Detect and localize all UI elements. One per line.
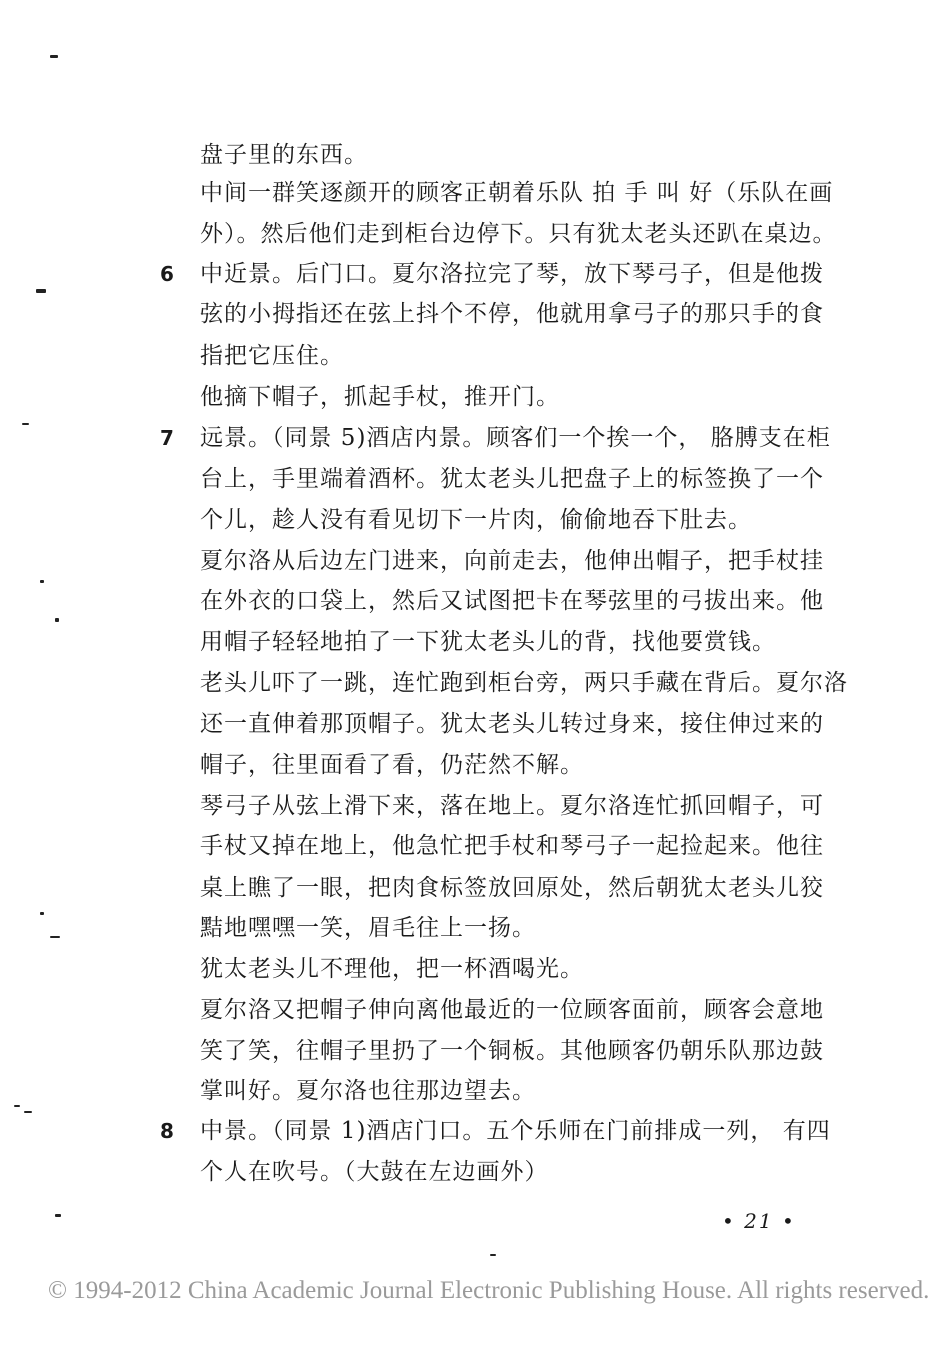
text-line: 笑了笑，往帽子里扔了一个铜板。其他顾客仍朝乐队那边鼓 bbox=[200, 1038, 824, 1064]
text-line: 外）。然后他们走到柜台边停下。只有犹太老头还趴在桌边。 bbox=[200, 221, 837, 247]
text-line: 手杖又掉在地上，他急忙把手杖和琴弓子一起捡起来。他往 bbox=[200, 833, 824, 859]
text-line: 夏尔洛又把帽子伸向离他最近的一位顾客面前，顾客会意地 bbox=[200, 997, 824, 1023]
text-line: 指把它压住。 bbox=[200, 343, 344, 369]
text-line: 掌叫好。夏尔洛也往那边望去。 bbox=[200, 1078, 536, 1104]
text-line: 他摘下帽子，抓起手杖，推开门。 bbox=[200, 384, 560, 410]
scan-speck bbox=[50, 936, 60, 938]
scan-speck bbox=[14, 1105, 20, 1107]
text-line: 台上，手里端着酒杯。犹太老头儿把盘子上的标签换了一个 bbox=[200, 466, 824, 492]
scan-speck bbox=[490, 1254, 496, 1256]
text-line: 犹太老头儿不理他，把一杯酒喝光。 bbox=[200, 956, 584, 982]
scan-speck bbox=[40, 912, 44, 915]
text-line: 个人在吹号。（大鼓在左边画外） bbox=[200, 1159, 549, 1185]
text-line: 夏尔洛从后边左门进来，向前走去，他伸出帽子，把手杖挂 bbox=[200, 548, 824, 574]
scan-speck bbox=[40, 580, 44, 583]
scan-speck bbox=[55, 1214, 61, 1217]
text-line: 琴弓子从弦上滑下来，落在地上。夏尔洛连忙抓回帽子，可 bbox=[200, 793, 824, 819]
text-line: 远景。（同景 5)酒店内景。顾客们一个挨一个， 胳膊支在柜 bbox=[200, 425, 831, 451]
page-number: • 21 • bbox=[722, 1209, 796, 1233]
scan-speck bbox=[55, 618, 59, 622]
text-line: 黠地嘿嘿一笑，眉毛往上一扬。 bbox=[200, 915, 536, 941]
text-line: 弦的小拇指还在弦上抖个不停，他就用拿弓子的那只手的食 bbox=[200, 301, 824, 327]
text-line: 帽子，往里面看了看，仍茫然不解。 bbox=[200, 752, 584, 778]
text-line: 老头儿吓了一跳，连忙跑到柜台旁，两只手藏在背后。夏尔洛 bbox=[200, 670, 848, 696]
text-line: 桌上瞧了一眼，把肉食标签放回原处，然后朝犹太老头儿狡 bbox=[200, 875, 824, 901]
copyright-footer: © 1994-2012 China Academic Journal Electronic Publishing House. All rights reserved. bbox=[48, 1277, 930, 1304]
scan-speck bbox=[22, 423, 29, 425]
text-line: 还一直伸着那顶帽子。犹太老头儿转过身来，接住伸过来的 bbox=[200, 711, 824, 737]
text-line: 中近景。后门口。夏尔洛拉完了琴，放下琴弓子，但是他拨 bbox=[200, 261, 824, 287]
scan-speck bbox=[24, 1111, 32, 1113]
text-line: 个儿，趁人没有看见切下一片肉，偷偷地吞下肚去。 bbox=[200, 507, 752, 533]
text-line: 中景。（同景 1)酒店门口。五个乐师在门前排成一列， 有四 bbox=[200, 1118, 831, 1144]
scan-speck bbox=[50, 55, 58, 58]
text-line: 在外衣的口袋上，然后又试图把卡在琴弦里的弓拔出来。他 bbox=[200, 588, 824, 614]
shot-number: 8 bbox=[160, 1119, 174, 1143]
shot-number: 6 bbox=[160, 262, 174, 286]
text-line: 盘子里的东西。 bbox=[200, 142, 368, 168]
text-line: 用帽子轻轻地拍了一下犹太老头儿的背，找他要赏钱。 bbox=[200, 629, 776, 655]
text-line: 中间一群笑逐颜开的顾客正朝着乐队 拍 手 叫 好（乐队在画 bbox=[200, 180, 834, 206]
shot-number: 7 bbox=[160, 426, 174, 450]
scan-speck bbox=[36, 289, 46, 293]
